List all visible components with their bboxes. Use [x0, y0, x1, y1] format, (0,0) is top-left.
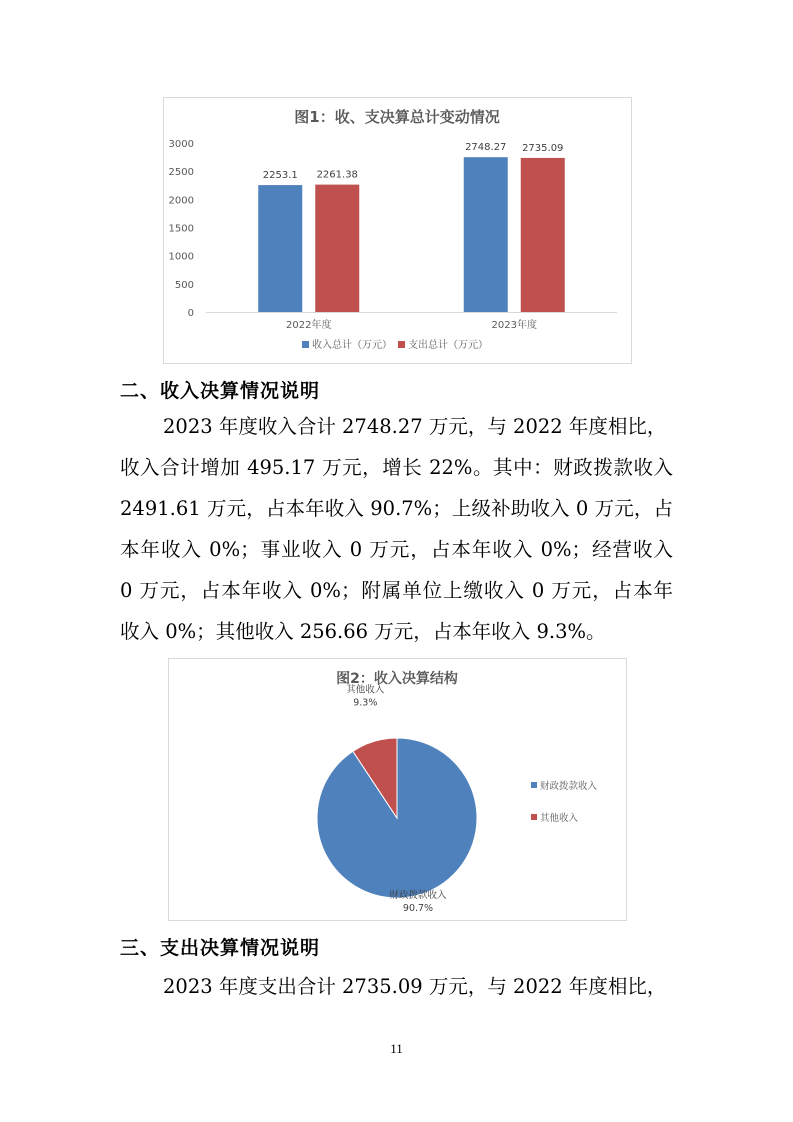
legend-label: 其他收入 — [540, 813, 579, 824]
y-tick-label: 1000 — [168, 251, 194, 263]
chart1-title: 图1：收、支决算总计变动情况 — [294, 108, 500, 126]
y-tick-label: 2000 — [168, 195, 194, 207]
page-number: 11 — [390, 1041, 403, 1056]
bar-chart-canvas — [164, 98, 631, 363]
legend-swatch — [302, 341, 309, 348]
expense-section-heading: 三、支出决算情况说明 — [120, 937, 321, 959]
income-section-heading: 二、收入决算情况说明 — [120, 380, 321, 402]
x-category-label: 2023年度 — [491, 320, 537, 331]
bar-0-1 — [464, 157, 508, 312]
bar-value-label: 2748.27 — [465, 142, 507, 154]
y-tick-label: 0 — [187, 308, 194, 319]
pie-chart-income-structure — [168, 658, 627, 921]
bar-chart-income-expense — [163, 97, 632, 364]
pie-slice-name-label: 财政拨款收入 — [389, 890, 447, 901]
income-paragraph-line-2: 收入合计增加 495.17 万元，增长 22%。其中：财政拨款收入 — [120, 456, 673, 479]
y-tick-label: 1500 — [168, 223, 194, 235]
pie-chart-canvas — [169, 659, 626, 920]
y-tick-label: 3000 — [168, 139, 194, 150]
bar-1-1 — [521, 158, 565, 312]
income-paragraph-line-1: 2023 年度收入合计 2748.27 万元，与 2022 年度相比， — [163, 415, 667, 438]
legend-swatch — [531, 782, 537, 788]
legend-swatch — [398, 341, 405, 348]
bar-value-label: 2253.1 — [262, 170, 298, 182]
income-paragraph-line-4: 本年收入 0%；事业收入 0 万元，占本年收入 0%；经营收入 — [120, 538, 673, 561]
income-paragraph-line-6: 收入 0%；其他收入 256.66 万元，占本年收入 9.3%。 — [120, 620, 606, 643]
chart2-title: 图2：收入决算结构 — [336, 671, 458, 687]
legend-swatch — [531, 814, 537, 820]
pie-slice-percent-label: 90.7% — [402, 903, 434, 914]
legend-label: 支出总计（万元） — [408, 340, 488, 351]
income-paragraph-line-5: 0 万元，占本年收入 0%；附属单位上缴收入 0 万元，占本年 — [120, 579, 673, 602]
legend-label: 收入总计（万元） — [312, 340, 392, 351]
pie-slice-percent-label: 9.3% — [353, 697, 378, 709]
y-tick-label: 2500 — [168, 167, 194, 179]
x-category-label: 2022年度 — [286, 320, 332, 331]
bar-value-label: 2261.38 — [316, 169, 358, 181]
y-tick-label: 500 — [174, 279, 194, 291]
bar-1-0 — [315, 185, 359, 312]
legend-label: 财政拨款收入 — [540, 781, 598, 792]
expense-paragraph-line-1: 2023 年度支出合计 2735.09 万元，与 2022 年度相比， — [163, 975, 667, 998]
pie-slice-name-label: 其他收入 — [346, 684, 385, 696]
bar-0-0 — [258, 185, 302, 312]
income-paragraph-line-3: 2491.61 万元，占本年收入 90.7%；上级补助收入 0 万元，占 — [120, 497, 673, 520]
bar-value-label: 2735.09 — [522, 142, 564, 154]
